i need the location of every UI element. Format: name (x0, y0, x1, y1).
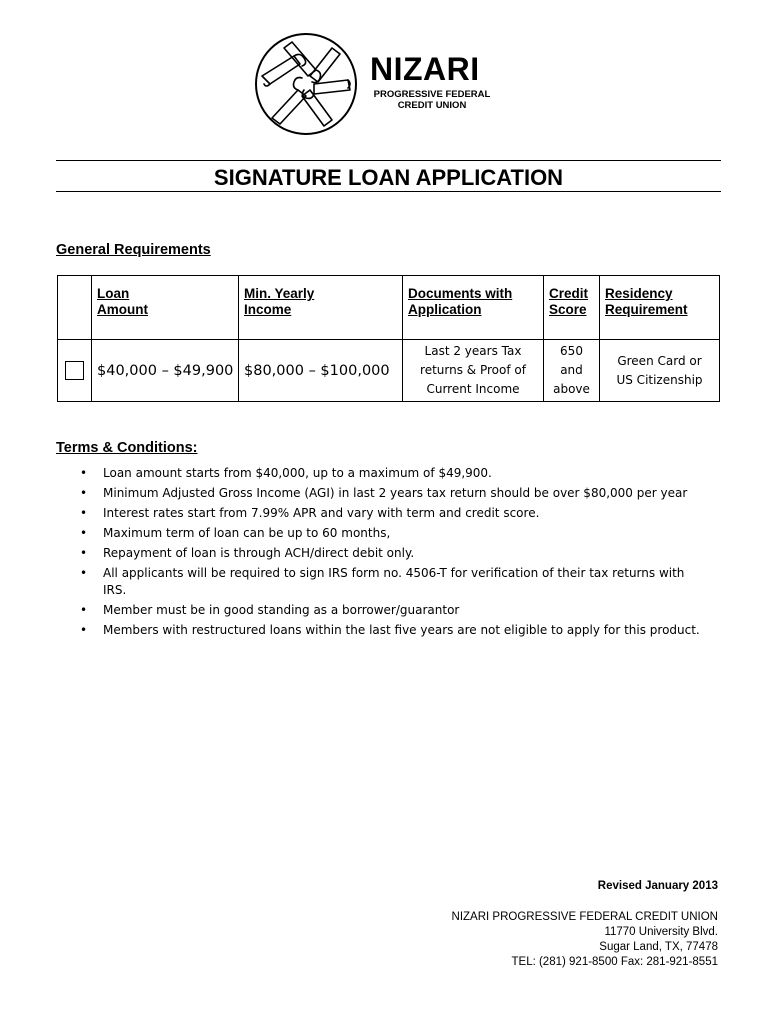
loan-amount-cell: $40,000 – $49,900 (92, 340, 239, 402)
header-min-income: Min. Yearly Income (239, 276, 403, 340)
list-item: • Member must be in good standing as a borrower/guarantor (80, 603, 460, 617)
title-bottom-rule (56, 191, 721, 192)
select-cell (58, 340, 92, 402)
terms-heading: Terms & Conditions: (56, 440, 198, 456)
credit-score-cell: 650 and above (544, 340, 600, 402)
general-requirements-heading: General Requirements (56, 242, 211, 258)
linked-hands-logo-icon (254, 32, 358, 136)
street-address: 11770 University Blvd. (604, 926, 718, 938)
residency-cell: Green Card or US Citizenship (600, 340, 720, 402)
brand-subtitle-line2: CREDIT UNION (397, 99, 467, 111)
brand-subtitle (372, 90, 492, 112)
table-row (58, 340, 720, 402)
list-item: • All applicants will be required to sign IRS form no. 4506-T for verification of their tax returns with IRS. (80, 566, 685, 597)
header-documents: Documents with Application (403, 276, 544, 340)
address-block (452, 910, 718, 970)
title-top-rule (56, 160, 721, 161)
revised-date: Revised January 2013 (597, 880, 718, 892)
list-item: • Maximum term of loan can be up to 60 months, (80, 526, 391, 540)
list-item: • Interest rates start from 7.99% APR and vary with term and credit score. (80, 506, 540, 520)
list-item: • Minimum Adjusted Gross Income (AGI) in last 2 years tax return should be over $80,000 per year (80, 486, 688, 500)
list-item: • Loan amount starts from $40,000, up to a maximum of $49,900. (80, 466, 492, 480)
brand-name: NIZARI (370, 51, 480, 87)
requirements-table (57, 275, 720, 402)
table-header-row (58, 276, 720, 340)
header-residency: Residency Requirement (600, 276, 720, 340)
header-select-cell (58, 276, 92, 340)
terms-list (80, 465, 710, 642)
org-name: NIZARI PROGRESSIVE FEDERAL CREDIT UNION (451, 911, 718, 923)
min-income-cell: $80,000 – $100,000 (239, 340, 403, 402)
brand-subtitle-line1: PROGRESSIVE FEDERAL (373, 89, 491, 100)
page-title: SIGNATURE LOAN APPLICATION (213, 165, 564, 190)
documents-cell: Last 2 years Tax returns & Proof of Current Income (403, 340, 544, 402)
list-item: • Repayment of loan is through ACH/direct debit only. (80, 546, 415, 560)
loan-option-checkbox[interactable] (65, 361, 84, 380)
header-credit-score: Credit Score (544, 276, 600, 340)
phone-fax: TEL: (281) 921-8500 Fax: 281-921-8551 (511, 956, 718, 968)
city-state-zip: Sugar Land, TX, 77478 (599, 941, 718, 953)
header-loan-amount: Loan Amount (92, 276, 239, 340)
list-item: • Members with restructured loans within the last five years are not eligible to apply for this product. (80, 623, 700, 637)
